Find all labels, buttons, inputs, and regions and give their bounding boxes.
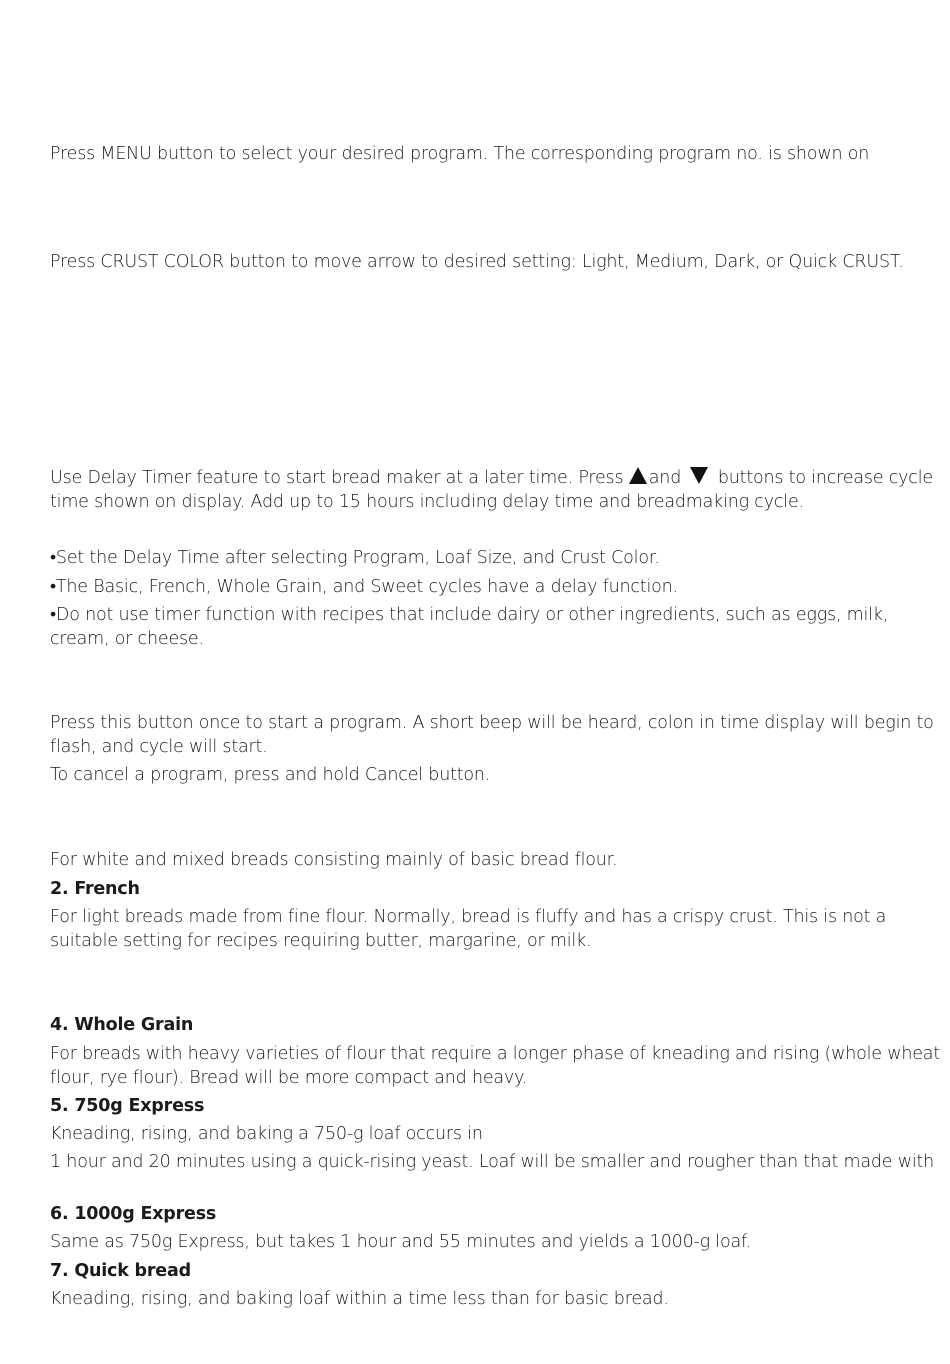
express-750-description-2: 1 hour and 20 minutes using a quick-rising yeast. Loaf will be smaller and rougher than that made with — [50, 1152, 935, 1172]
delay-timer-line-1 — [50, 466, 933, 490]
start-button-line-1: Press this button once to start a program. A short beep will be heard, colon in time display will begin to — [50, 713, 934, 733]
french-description-1: For light breads made from fine flour. Normally, bread is fluffy and has a crispy crust. This is not a — [50, 907, 887, 927]
delay-timer-text-before: Use Delay Timer feature to start bread maker at a later time. Press — [50, 468, 624, 488]
program-select-text: Press MENU button to select your desired program. The corresponding program no. is shown on — [50, 144, 870, 164]
up-arrow-icon — [629, 467, 647, 484]
whole-grain-description-2: flour, rye flour). Bread will be more compact and heavy. — [50, 1068, 528, 1088]
delay-timer-text-and: and — [648, 468, 682, 488]
crust-color-text: Press CRUST COLOR button to move arrow to desired setting: Light, Medium, Dark, or Quick CRUST. — [50, 252, 904, 272]
basic-description: For white and mixed breads consisting mainly of basic bread flour. — [50, 850, 618, 870]
delay-bullet-2: •The Basic, French, Whole Grain, and Sweet cycles have a delay function. — [50, 577, 678, 597]
quick-bread-description: Kneading, rising, and baking loaf within a time less than for basic bread. — [50, 1289, 669, 1309]
express-750-description-1: Kneading, rising, and baking a 750-g loaf occurs in — [50, 1124, 483, 1144]
express-1000-heading: 6. 1000g Express — [50, 1204, 217, 1224]
express-1000-description: Same as 750g Express, but takes 1 hour and 55 minutes and yields a 1000-g loaf. — [50, 1232, 752, 1252]
delay-bullet-3: •Do not use timer function with recipes that include dairy or other ingredients, such as eggs, milk, — [50, 605, 889, 625]
french-description-2: suitable setting for recipes requiring butter, margarine, or milk. — [50, 931, 592, 951]
delay-timer-line-2: time shown on display. Add up to 15 hours including delay time and breadmaking cycle. — [50, 492, 804, 512]
start-button-line-2: flash, and cycle will start. — [50, 737, 268, 757]
whole-grain-heading: 4. Whole Grain — [50, 1015, 194, 1035]
down-arrow-icon — [690, 467, 708, 484]
whole-grain-description-1: For breads with heavy varieties of flour that require a longer phase of kneading and rising (whole wheat — [50, 1044, 940, 1064]
french-heading: 2. French — [50, 879, 140, 899]
quick-bread-heading: 7. Quick bread — [50, 1261, 191, 1281]
cancel-instruction: To cancel a program, press and hold Cancel button. — [50, 765, 491, 785]
express-750-heading: 5. 750g Express — [50, 1096, 205, 1116]
delay-bullet-1: •Set the Delay Time after selecting Program, Loaf Size, and Crust Color. — [50, 548, 660, 568]
delay-timer-text-after: buttons to increase cycle — [717, 468, 933, 488]
delay-bullet-3-cont: cream, or cheese. — [50, 629, 204, 649]
